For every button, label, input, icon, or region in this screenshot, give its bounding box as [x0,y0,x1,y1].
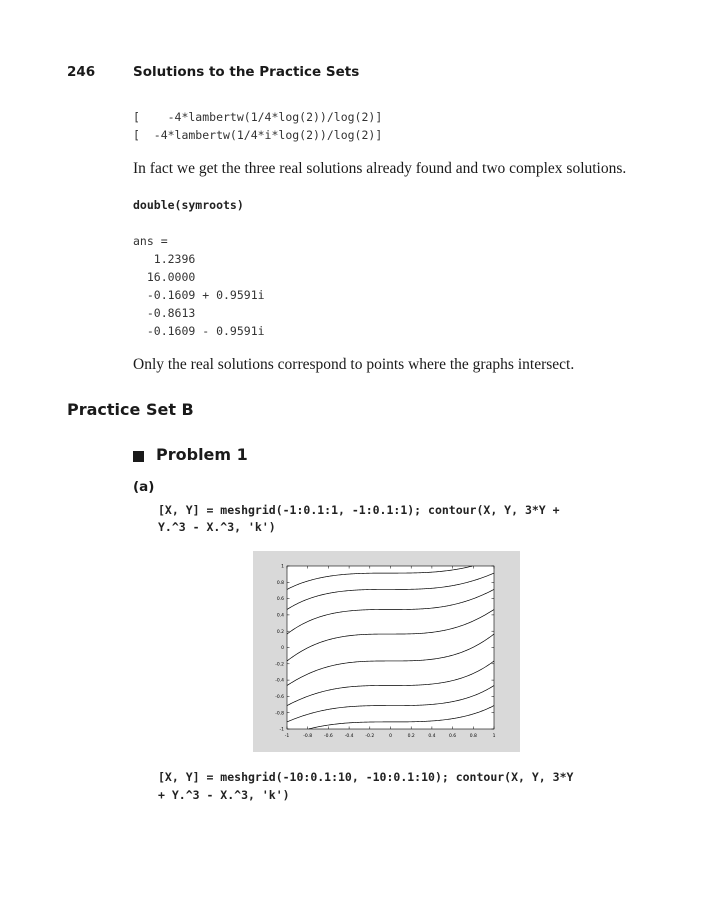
paragraph: In fact we get the three real solutions already found and two complex solutions. [133,160,627,177]
y-tick-label: 0.8 [276,580,284,586]
code-line: Y.^3 - X.^3, 'k') [158,520,276,534]
section-title: Practice Set B [67,400,194,419]
plot-area [287,566,494,729]
y-tick-label: -0.4 [275,678,284,684]
x-tick-label: 1 [492,734,496,739]
ans-value: -0.1609 - 0.9591i [133,324,265,338]
y-tick-label: 0.2 [276,629,284,635]
x-tick-label: 0.6 [449,734,457,739]
page-number: 246 [67,64,96,80]
x-tick-label: -0.2 [365,734,375,739]
running-title: Solutions to the Practice Sets [133,64,360,80]
code-line: [ -4*lambertw(1/4*i*log(2))/log(2)] [133,128,383,142]
x-tick-label: -0.6 [324,734,333,739]
code-line: [ -4*lambertw(1/4*log(2))/log(2)] [133,110,383,124]
y-tick-label: -0.8 [275,711,284,717]
command-line: double(symroots) [133,198,244,212]
code-line: [X, Y] = meshgrid(-1:0.1:1, -1:0.1:1); contour(X, Y, 3*Y + [158,503,560,517]
y-tick-label: 0.6 [276,597,284,603]
y-tick-label: 0 [281,646,284,652]
paragraph: Only the real solutions correspond to points where the graphs intersect. [133,356,575,373]
ans-value: 16.0000 [133,270,196,284]
ans-value: 1.2396 [133,252,196,266]
ans-label: ans = [133,234,168,248]
contour-plot [253,551,520,752]
x-tick-label: 0.2 [407,734,415,739]
code-line: [X, Y] = meshgrid(-10:0.1:10, -10:0.1:10); contour(X, Y, 3*Y [158,770,574,784]
y-tick-label: 0.4 [276,613,284,619]
problem-title: Problem 1 [156,445,248,464]
x-tick-label: 0.4 [428,734,436,739]
part-label: (a) [133,479,155,495]
y-tick-label: -0.6 [275,695,284,700]
x-tick-label: 0 [389,734,392,739]
x-tick-label: 0.8 [469,734,477,739]
x-tick-label: -1 [284,734,290,739]
ans-value: -0.8613 [133,306,196,320]
y-tick-label: -0.2 [275,662,284,668]
y-tick-label: -1 [279,727,284,733]
x-tick-label: -0.8 [303,734,313,739]
code-line: + Y.^3 - X.^3, 'k') [158,788,290,802]
square-bullet-icon [133,451,144,462]
x-tick-label: -0.4 [344,734,354,739]
ans-value: -0.1609 + 0.9591i [133,288,265,302]
contour-figure [253,551,520,752]
y-tick-label: 1 [281,564,284,570]
